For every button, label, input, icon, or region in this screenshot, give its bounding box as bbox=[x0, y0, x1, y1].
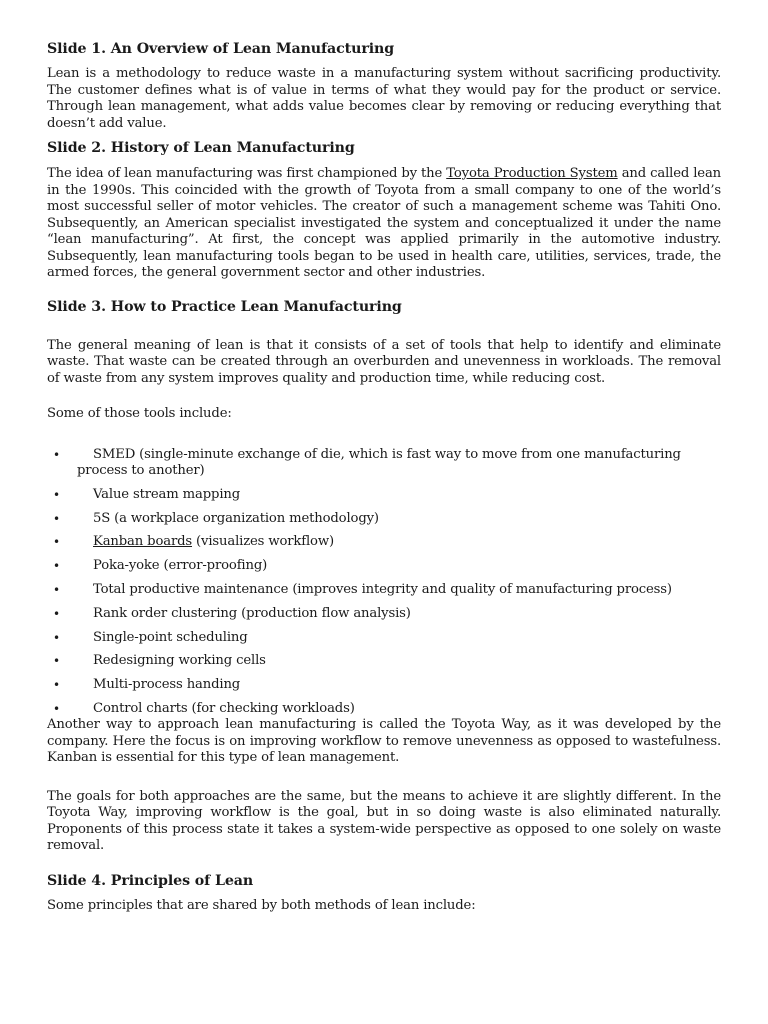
toyota-production-system-link[interactable]: Toyota Production System bbox=[446, 166, 618, 181]
list-item bbox=[47, 487, 721, 504]
list-item-text: 5S (a workplace organization methodology) bbox=[93, 510, 379, 526]
list-item-text: Rank order clustering (production flow analysis) bbox=[93, 605, 411, 621]
slide3-heading: Slide 3. How to Practice Lean Manufacturing bbox=[47, 298, 402, 315]
slide2-body-end: and called lean in the 1990s. This coincided with the growth of Toyota from a small company to one of the world’s most successful seller of motor vehicles. The creator of such a management scheme was Tahiti Ono. Subsequently, an American specialist investigated the system and conceptualized it under the name “lean manufacturing”. At first, the concept was applied primarily in the automotive industry. Subsequently, lean manufacturing tools began to be used in health care, utilities, services, trade, the armed forces, the general government sector and other industries. bbox=[47, 166, 722, 280]
list-item-text: Value stream mapping bbox=[93, 486, 241, 502]
bullet-icon: • bbox=[53, 630, 60, 645]
tools-lead: Some of those tools include: bbox=[47, 406, 232, 421]
kanban-boards-link[interactable]: Kanban boards bbox=[93, 534, 193, 550]
slide3-intro: The general meaning of lean is that it consists of a set of tools that help to identify and eliminate waste. That waste can be created through an overburden and unevenness in workloads. The removal of waste from any system improves quality and production time, while reducing cost. bbox=[47, 337, 721, 386]
list-item bbox=[47, 630, 721, 647]
bullet-icon: • bbox=[53, 559, 60, 574]
list-item-text: Control charts (for checking workloads) bbox=[93, 700, 355, 716]
bullet-icon: • bbox=[53, 582, 60, 597]
bullet-icon: • bbox=[53, 535, 60, 550]
list-item bbox=[47, 511, 721, 528]
slide2-body-start: The idea of lean manufacturing was first championed by the bbox=[47, 166, 447, 181]
slide1-body: Lean is a methodology to reduce waste in a manufacturing system without sacrificing productivity. The customer defines what is of value in terms of what they would pay for the product or service. Through lean management, what adds value becomes clear by removing or reducing everything that doesn’t add value. bbox=[47, 66, 721, 131]
bullet-icon: • bbox=[53, 678, 60, 693]
list-item-text: Multi-process handing bbox=[93, 677, 241, 693]
list-item bbox=[47, 606, 721, 623]
goals-paragraph: The goals for both approaches are the same, but the means to achieve it are slightly different. In the Toyota Way, improving workflow is the goal, but in so doing waste is also eliminated naturally. Proponents of this process state it takes a system-wide perspective as opposed to one solely on waste removal. bbox=[47, 788, 721, 854]
list-item bbox=[47, 582, 721, 599]
list-item bbox=[47, 447, 721, 480]
slide4-heading: Slide 4. Principles of Lean bbox=[47, 872, 254, 889]
slide4-intro: Some principles that are shared by both methods of lean include: bbox=[47, 897, 476, 913]
bullet-icon: • bbox=[53, 447, 60, 462]
bullet-icon: • bbox=[53, 606, 60, 621]
document-page bbox=[47, 40, 721, 914]
bullet-icon: • bbox=[53, 701, 60, 716]
tools-list bbox=[47, 447, 721, 718]
list-item bbox=[47, 701, 721, 718]
bullet-icon: • bbox=[53, 487, 60, 502]
list-item bbox=[47, 653, 721, 670]
list-item-text: Redesigning working cells bbox=[93, 653, 266, 669]
list-item-text: SMED (single-minute exchange of die, which is fast way to move from one manufacturing process to another) bbox=[77, 446, 681, 478]
list-item bbox=[47, 534, 721, 551]
slide2-body bbox=[47, 166, 721, 282]
list-item bbox=[47, 558, 721, 575]
bullet-icon: • bbox=[53, 511, 60, 526]
toyota-way-paragraph: Another way to approach lean manufacturing is called the Toyota Way, as it was developed by the company. Here the focus is on improving workflow to remove unevenness as opposed to wastefulness. Kanban is essential for this type of lean management. bbox=[47, 717, 721, 766]
slide2-heading: Slide 2. History of Lean Manufacturing bbox=[47, 140, 355, 156]
list-item-text: (visualizes workflow) bbox=[192, 534, 334, 550]
list-item-text: Single-point scheduling bbox=[93, 629, 248, 645]
list-item bbox=[47, 677, 721, 694]
list-item-text: Poka-yoke (error-proofing) bbox=[93, 558, 268, 574]
slide1-heading: Slide 1. An Overview of Lean Manufacturing bbox=[47, 41, 395, 57]
bullet-icon: • bbox=[53, 654, 60, 669]
list-item-text: Total productive maintenance (improves integrity and quality of manufacturing process) bbox=[93, 581, 672, 597]
